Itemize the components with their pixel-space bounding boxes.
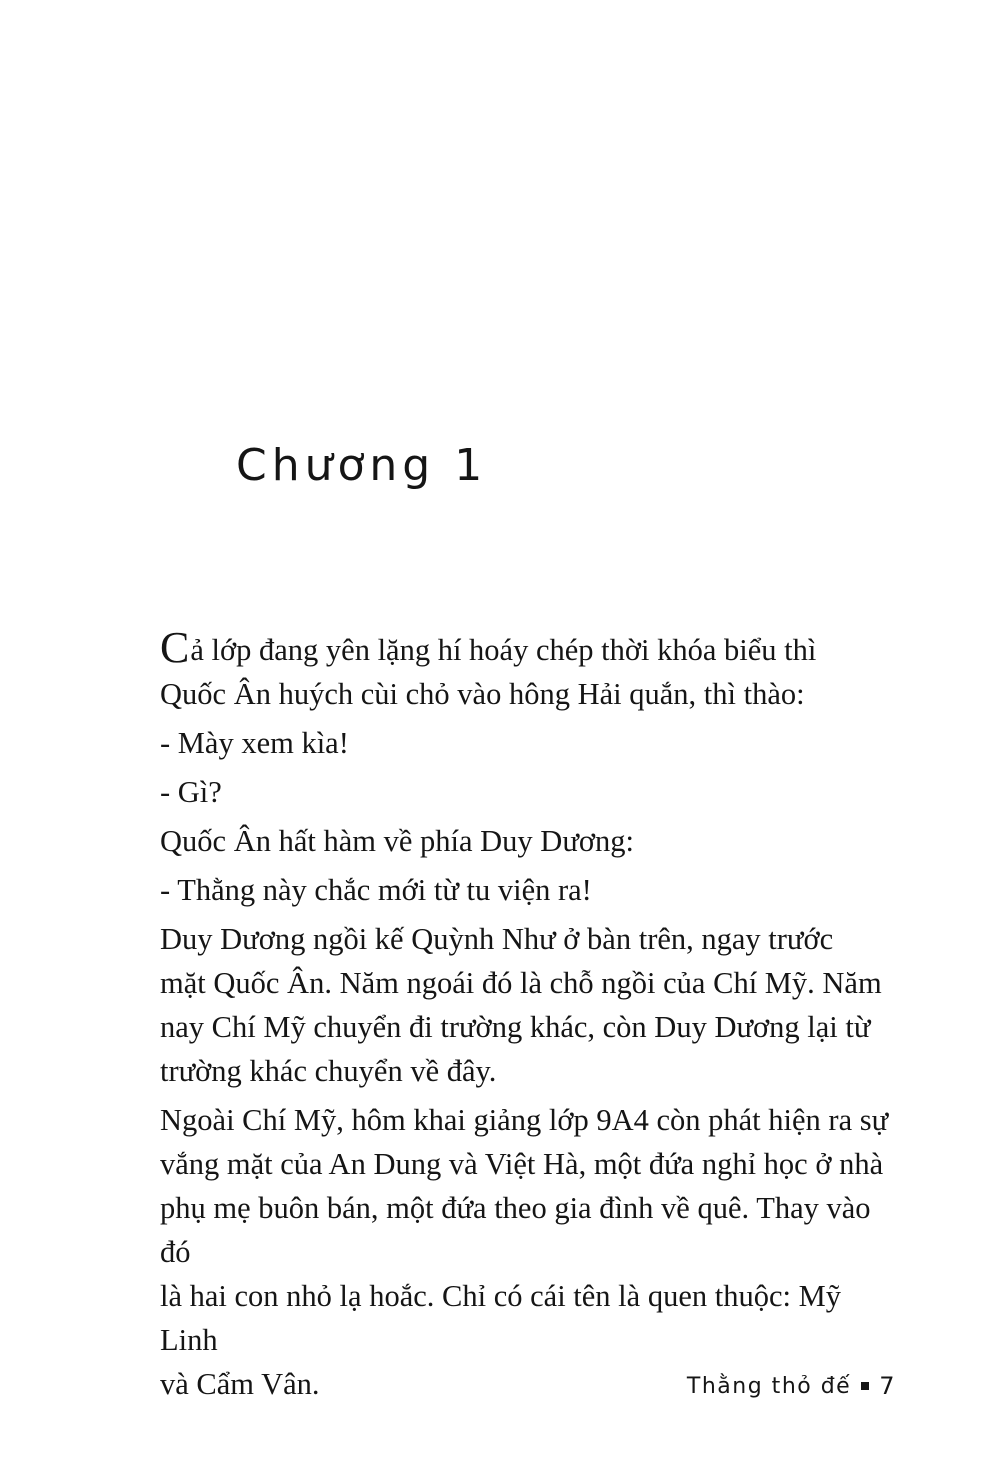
paragraph-4: Quốc Ân hất hàm về phía Duy Dương: bbox=[160, 824, 634, 858]
drop-cap: C bbox=[160, 623, 190, 672]
page-footer bbox=[687, 1372, 896, 1400]
page-number: 7 bbox=[879, 1372, 896, 1400]
paragraph-6 bbox=[160, 917, 900, 1093]
text-line: Ngoài Chí Mỹ, hôm khai giảng lớp 9A4 còn phát hiện ra sự bbox=[160, 1103, 889, 1137]
paragraph-1-line-1: ả lớp đang yên lặng hí hoáy chép thời khóa biểu thì bbox=[190, 633, 817, 667]
body-text bbox=[160, 623, 900, 1406]
dialogue-line: - Gì? bbox=[160, 775, 222, 809]
dialogue-line: - Mày xem kìa! bbox=[160, 726, 349, 760]
text-line: là hai con nhỏ lạ hoắc. Chỉ có cái tên là quen thuộc: Mỹ Linh bbox=[160, 1279, 841, 1357]
paragraph-1 bbox=[160, 623, 900, 716]
dialogue-line: - Thằng này chắc mới từ tu viện ra! bbox=[160, 873, 592, 907]
paragraph-1-line-2: Quốc Ân huých cùi chỏ vào hông Hải quắn, thì thào: bbox=[160, 677, 805, 711]
book-title: Thằng thỏ đế bbox=[686, 1373, 852, 1399]
paragraph-7 bbox=[160, 1098, 900, 1406]
text-line: vắng mặt của An Dung và Việt Hà, một đứa nghỉ học ở nhà bbox=[160, 1147, 884, 1181]
text-line: Duy Dương ngồi kế Quỳnh Như ở bàn trên, ngay trước bbox=[160, 922, 834, 956]
text-line: và Cẩm Vân. bbox=[160, 1367, 320, 1401]
text-line: mặt Quốc Ân. Năm ngoái đó là chỗ ngồi của Chí Mỹ. Năm bbox=[160, 966, 882, 1000]
text-line: nay Chí Mỹ chuyển đi trường khác, còn Duy Dương lại từ bbox=[160, 1010, 871, 1044]
text-line: phụ mẹ buôn bán, một đứa theo gia đình về quê. Thay vào đó bbox=[160, 1191, 871, 1269]
text-line: trường khác chuyển về đây. bbox=[160, 1054, 497, 1088]
chapter-title: Chương 1 bbox=[236, 440, 488, 491]
bullet-separator-icon bbox=[861, 1382, 869, 1390]
